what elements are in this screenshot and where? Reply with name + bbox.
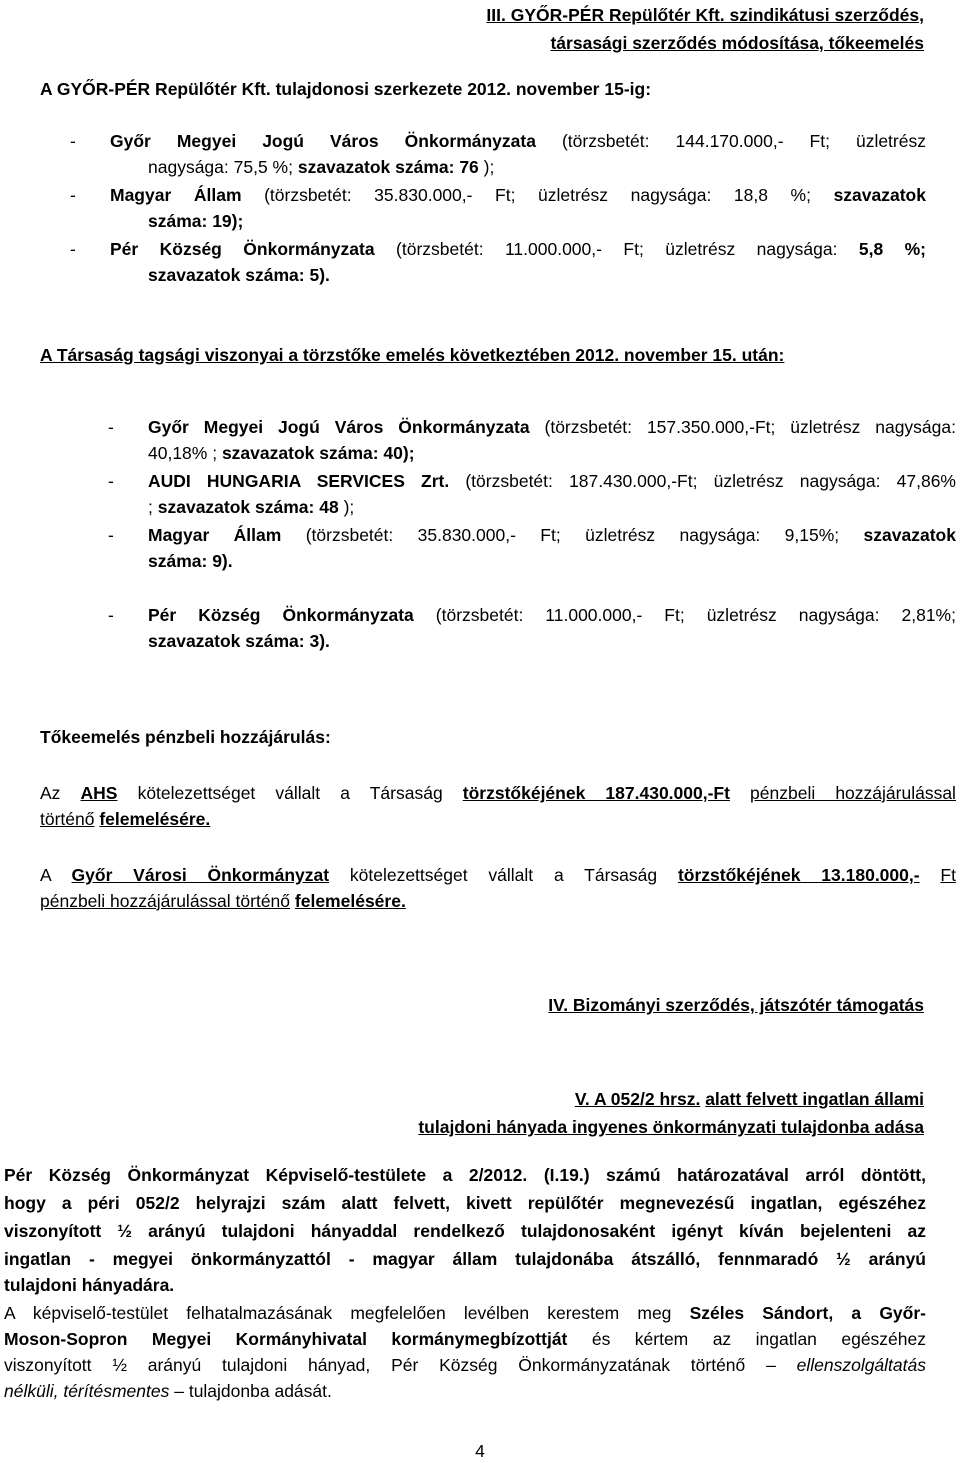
decision-para-line1 [4, 1162, 926, 1188]
text: A [40, 865, 51, 885]
page-number: 4 [475, 1441, 485, 1461]
after-item1-line1: - Győr Megyei Jogú Város Önkormányzata (törzsbetét: 157.350.000,-Ft; üzletrész nagysága: [108, 417, 956, 437]
owner-name: Pér Község Önkormányzata [148, 605, 414, 625]
letter-para-line4 [4, 1378, 332, 1404]
owner-details: (törzsbetét: 144.170.000,- Ft; üzletrész [561, 131, 926, 151]
ownership-after-heading-text: A Társaság tagsági viszonyai a törzstőke emelés következtében 2012. november 15. után: [40, 345, 785, 365]
before-item2-line2 [148, 208, 243, 234]
owner-details: (törzsbetét: 35.830.000,- Ft; üzletrész nagysága: 18,8 %; [264, 185, 811, 205]
capital-p2-line1 [40, 862, 956, 888]
section-3-title-line2 [550, 30, 924, 56]
closing: ); [343, 497, 355, 517]
owner-details: (törzsbetét: 11.000.000,- Ft; üzletrész nagysága: [396, 239, 838, 259]
votes: száma: 9). [148, 551, 233, 571]
share-size: 5,8 %; [858, 239, 927, 259]
after-item2-line1: - AUDI HUNGARIA SERVICES Zrt. (törzsbetét: 187.430.000,-Ft; üzletrész nagysága: 47,86% [108, 471, 956, 491]
decision-para-line3 [4, 1218, 926, 1244]
before-item1-line1: - Győr Megyei Jogú Város Önkormányzata (törzsbetét: 144.170.000,- Ft; üzletrész [70, 131, 926, 151]
text: Ft [940, 865, 956, 885]
before-item1-line2 [148, 154, 494, 180]
text: viszonyított ½ arányú tulajdoni hányad, Pér Község Önkormányzatának történő – [4, 1355, 776, 1375]
text: ingatlan - megyei önkormányzattól - magyar állam tulajdonába átszálló, fennmaradó ½ arányú [4, 1249, 926, 1269]
after-item4-line1: - Pér Község Önkormányzata (törzsbetét: 11.000.000,- Ft; üzletrész nagysága: 2,81%; [108, 605, 956, 625]
text: nélküli, térítésmentes [4, 1381, 170, 1401]
letter-para-line3 [4, 1352, 926, 1378]
section-5-title-line2 [418, 1114, 924, 1140]
votes: szavazatok száma: 3). [148, 631, 330, 651]
text: pénzbeli hozzájárulással történő [40, 891, 291, 911]
text: ellenszolgáltatás [796, 1355, 926, 1375]
separator: ; [148, 497, 153, 517]
after-item3-line1: - Magyar Állam (törzsbetét: 35.830.000,- Ft; üzletrész nagysága: 9,15%; szavazatok [108, 525, 956, 545]
recipient-name: Széles Sándort, a Győr- [689, 1303, 926, 1323]
votes: szavazatok száma: 5). [148, 265, 330, 285]
before-item2-line1: - Magyar Állam (törzsbetét: 35.830.000,- Ft; üzletrész nagysága: 18,8 %; szavazatok [70, 185, 926, 205]
decision-para-line4 [4, 1246, 926, 1272]
letter-para-line1 [4, 1300, 926, 1326]
section-5-title-text3: tulajdoni hányada ingyenes önkormányzati tulajdonba adása [418, 1117, 924, 1137]
capital-amount: törzstőkéjének 13.180.000,- [677, 865, 920, 885]
capital-p2-line2 [40, 888, 406, 914]
owner-name: Pér Község Önkormányzata [110, 239, 375, 259]
owner-details: (törzsbetét: 157.350.000,-Ft; üzletrész nagysága: [544, 417, 956, 437]
capital-p1-line1 [40, 780, 956, 806]
votes-word: szavazatok [863, 525, 956, 545]
votes: szavazatok száma: 40); [221, 443, 415, 463]
section-5-title-text: V. A 052/2 hrsz. [574, 1089, 701, 1109]
owner-details: (törzsbetét: 187.430.000,-Ft; üzletrész nagysága: 47,86% [465, 471, 956, 491]
text: történő [40, 809, 95, 829]
owner-name: AUDI HUNGARIA SERVICES Zrt. [148, 471, 450, 491]
text: kötelezettséget vállalt a Társaság [137, 783, 443, 803]
text: – tulajdonba adását. [174, 1381, 332, 1401]
section-3-title-text: III. GYŐR-PÉR Repülőtér Kft. szindikátusi szerződés, [486, 5, 924, 25]
text: Az [40, 783, 61, 803]
owner-details: (törzsbetét: 35.830.000,- Ft; üzletrész nagysága: 9,15%; [305, 525, 840, 545]
text: tulajdoni hányadára. [4, 1275, 175, 1295]
section-3-title-text2: társasági szerződés módosítása, tőkeemelés [550, 33, 924, 53]
decision-para-line2 [4, 1190, 926, 1216]
before-item3-line2 [148, 262, 330, 288]
votes: száma: 19); [148, 211, 244, 231]
capital-heading [40, 724, 331, 750]
section-4-title [548, 992, 924, 1018]
before-item3-line1: - Pér Község Önkormányzata (törzsbetét: 11.000.000,- Ft; üzletrész nagysága: 5,8 %; [70, 239, 927, 259]
decision-para-line5 [4, 1272, 174, 1298]
ownership-before-heading-text: A GYŐR-PÉR Repülőtér Kft. tulajdonosi szerkezete 2012. november 15-ig: [40, 79, 652, 99]
section-5-title-text2: alatt felvett ingatlan állami [705, 1089, 924, 1109]
owner-name: Győr Megyei Jogú Város Önkormányzata [110, 131, 536, 151]
text: Pér Község Önkormányzat Képviselő-testülete a 2/2012. (I.19.) számú határozatával arról döntött, [4, 1165, 926, 1185]
letter-para-line2 [4, 1326, 926, 1352]
text: A képviselő-testület felhatalmazásának megfelelően levélben kerestem meg [4, 1303, 672, 1323]
section-4-title-text: IV. Bizományi szerződés, játszótér támogatás [548, 995, 924, 1015]
section-3-title-line1 [486, 2, 924, 28]
owner-name: Magyar Állam [110, 185, 242, 205]
votes-word: szavazatok [833, 185, 926, 205]
after-item3-line2 [148, 548, 233, 574]
capital-amount: törzstőkéjének 187.430.000,-Ft [462, 783, 730, 803]
text: felemelésére. [294, 891, 406, 911]
share-size: nagysága: 75,5 %; [148, 157, 293, 177]
text: kötelezettséget vállalt a Társaság [349, 865, 658, 885]
ahs-name: AHS [80, 783, 118, 803]
owner-name: Magyar Állam [148, 525, 282, 545]
text: viszonyított ½ arányú tulajdoni hányaddal rendelkező tulajdonosaként igényt kíván bejelenteni az [4, 1221, 926, 1241]
after-item1-line2 [148, 440, 415, 466]
text: hogy a péri 052/2 helyrajzi szám alatt felvett, kivett repülőtér megnevezésű ingatlan, egészéhez [4, 1193, 926, 1213]
text: pénzbeli hozzájárulással [750, 783, 956, 803]
capital-heading-text: Tőkeemelés pénzbeli hozzájárulás: [40, 727, 331, 747]
text: felemelésére. [99, 809, 211, 829]
closing: ); [483, 157, 495, 177]
votes: szavazatok száma: 48 [157, 497, 339, 517]
capital-p1-line2 [40, 806, 210, 832]
ownership-before-heading [40, 76, 651, 102]
owner-details: (törzsbetét: 11.000.000,- Ft; üzletrész nagysága: 2,81%; [435, 605, 956, 625]
share-size: 40,18% ; [148, 443, 218, 463]
after-item4-line2 [148, 628, 330, 654]
owner-name: Győr Megyei Jogú Város Önkormányzata [148, 417, 530, 437]
ownership-after-heading [40, 342, 784, 368]
gyor-name: Győr Városi Önkormányzat [71, 865, 330, 885]
section-5-title-line1 [575, 1086, 924, 1112]
after-item2-line2 [148, 494, 354, 520]
recipient-office: Moson-Sopron Megyei Kormányhivatal kormánymegbízottját [4, 1329, 568, 1349]
text: és kértem az ingatlan egészéhez [591, 1329, 926, 1349]
votes: szavazatok száma: 76 [297, 157, 479, 177]
